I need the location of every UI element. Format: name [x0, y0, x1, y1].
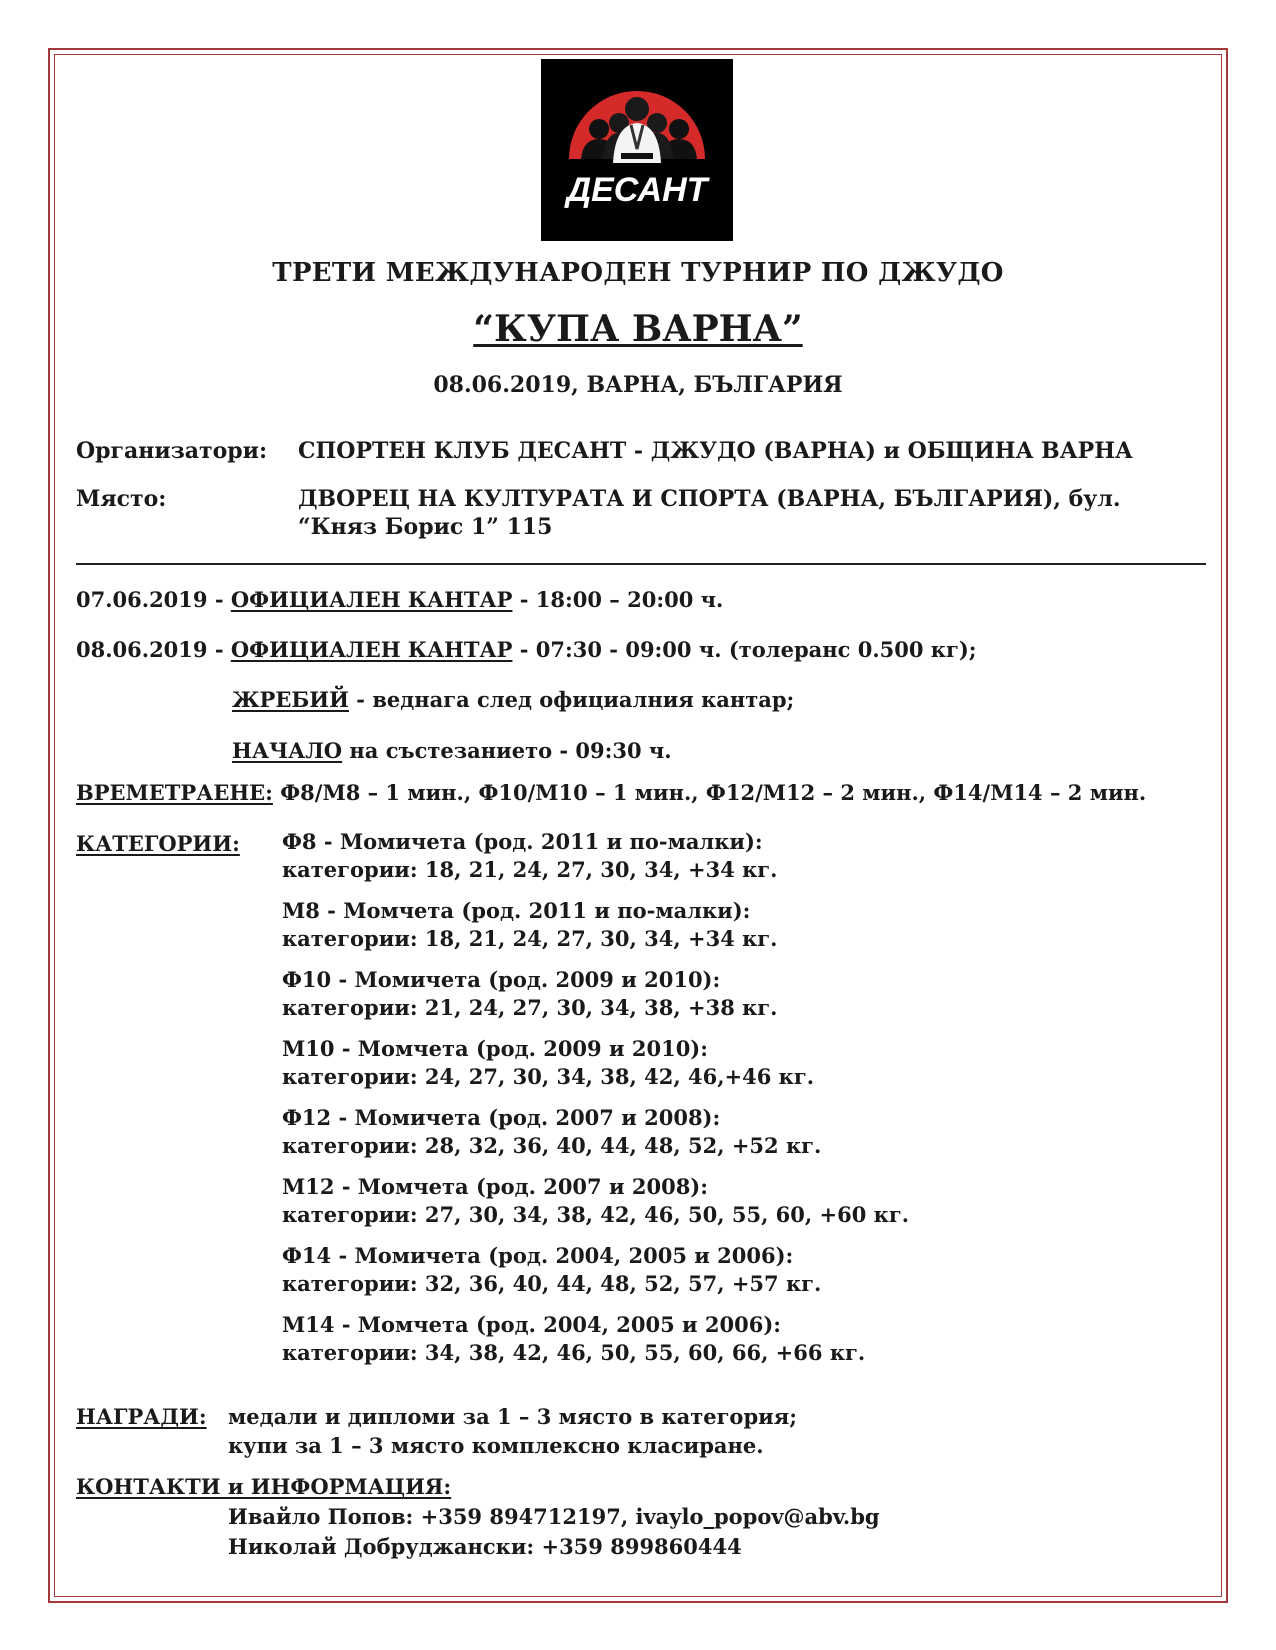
desant-logo-graphic: [541, 59, 733, 241]
schedule-draw: [232, 687, 794, 712]
schedule-start-text: на състезанието - 09:30 ч.: [342, 738, 672, 763]
duration-text: Ф8/М8 – 1 мин., Ф10/М10 – 1 мин., Ф12/М12 – 2 мин., Ф14/М14 – 2 мин.: [272, 780, 1147, 805]
category-weights: категории: 27, 30, 34, 38, 42, 46, 50, 55, 60, +60 кг.: [282, 1202, 910, 1227]
logo-text: ДЕСАНТ: [566, 171, 708, 209]
category-block: [282, 1035, 814, 1091]
schedule-day1-text: - 18:00 – 20:00 ч.: [512, 587, 724, 612]
category-weights: категории: 18, 21, 24, 27, 30, 34, +34 кг.: [282, 857, 778, 882]
category-title: Ф14 - Момичета (род. 2004, 2005 и 2006):: [282, 1243, 794, 1268]
category-title: Ф8 - Момичета (род. 2011 и по-малки):: [282, 829, 763, 854]
awards-label: НАГРАДИ:: [76, 1404, 207, 1429]
category-block: [282, 897, 777, 953]
organizers-value: СПОРТЕН КЛУБ ДЕСАНТ - ДЖУДО (ВАРНА) и ОБЩИНА ВАРНА: [298, 438, 1133, 464]
category-block: [282, 828, 777, 884]
schedule-start-label: НАЧАЛО: [232, 738, 343, 763]
contact-line-1: Ивайло Попов: +359 894712197, ivaylo_popov@abv.bg: [228, 1504, 880, 1529]
venue-line-2: “Княз Борис 1” 115: [298, 514, 553, 540]
category-title: М14 - Момчета (род. 2004, 2005 и 2006):: [282, 1312, 782, 1337]
schedule-draw-label: ЖРЕБИЙ: [232, 687, 349, 712]
venue-label: Място:: [76, 486, 167, 512]
desant-logo: [541, 59, 733, 241]
tournament-title: [0, 308, 1276, 350]
category-weights: категории: 18, 21, 24, 27, 30, 34, +34 кг.: [282, 926, 778, 951]
schedule-start: [232, 738, 672, 763]
duration-label: ВРЕМЕТРАЕНЕ:: [76, 780, 273, 805]
schedule-day1: [76, 587, 723, 612]
schedule-day2-label: ОФИЦИАЛЕН КАНТАР: [230, 637, 513, 662]
category-title: М10 - Момчета (род. 2009 и 2010):: [282, 1036, 708, 1061]
category-block: [282, 1242, 821, 1298]
tournament-date-place: 08.06.2019, ВАРНА, БЪЛГАРИЯ: [433, 372, 843, 398]
schedule-day2-date: 08.06.2019 -: [76, 637, 231, 662]
category-weights: категории: 21, 24, 27, 30, 34, 38, +38 кг.: [282, 995, 778, 1020]
awards-line-2: купи за 1 – 3 място комплексно класиране.: [228, 1433, 764, 1458]
tournament-heading: ТРЕТИ МЕЖДУНАРОДЕН ТУРНИР ПО ДЖУДО: [272, 258, 1004, 288]
category-block: [282, 1104, 821, 1160]
awards-line-1: медали и дипломи за 1 – 3 място в категория;: [228, 1404, 797, 1429]
categories-label: КАТЕГОРИИ:: [76, 831, 240, 856]
schedule-day2-text: - 07:30 - 09:00 ч. (толеранс 0.500 кг);: [512, 637, 977, 662]
category-title: Ф10 - Момичета (род. 2009 и 2010):: [282, 967, 721, 992]
schedule-draw-text: - веднага след официалния кантар;: [348, 687, 795, 712]
category-weights: категории: 34, 38, 42, 46, 50, 55, 60, 66, +66 кг.: [282, 1340, 866, 1365]
schedule-day1-label: ОФИЦИАЛЕН КАНТАР: [230, 587, 513, 612]
section-divider: [76, 563, 1206, 565]
schedule-day1-date: 07.06.2019 -: [76, 587, 231, 612]
category-title: М12 - Момчета (род. 2007 и 2008):: [282, 1174, 708, 1199]
duration-row: [76, 780, 1146, 805]
category-title: Ф12 - Момичета (род. 2007 и 2008):: [282, 1105, 721, 1130]
category-weights: категории: 32, 36, 40, 44, 48, 52, 57, +57 кг.: [282, 1271, 822, 1296]
schedule-day2: [76, 637, 977, 662]
venue-line-1: ДВОРЕЦ НА КУЛТУРАТА И СПОРТА (ВАРНА, БЪЛГАРИЯ), бул.: [298, 486, 1121, 512]
contacts-label: КОНТАКТИ и ИНФОРМАЦИЯ:: [76, 1474, 452, 1499]
tournament-title-text: “КУПА ВАРНА”: [473, 308, 803, 350]
organizers-label: Организатори:: [76, 438, 268, 464]
category-weights: категории: 28, 32, 36, 40, 44, 48, 52, +52 кг.: [282, 1133, 822, 1158]
category-title: М8 - Момчета (род. 2011 и по-малки):: [282, 898, 751, 923]
category-block: [282, 1311, 865, 1367]
category-block: [282, 1173, 909, 1229]
category-block: [282, 966, 777, 1022]
category-weights: категории: 24, 27, 30, 34, 38, 42, 46,+46 кг.: [282, 1064, 815, 1089]
contact-line-2: Николай Добруджански: +359 899860444: [228, 1534, 742, 1559]
